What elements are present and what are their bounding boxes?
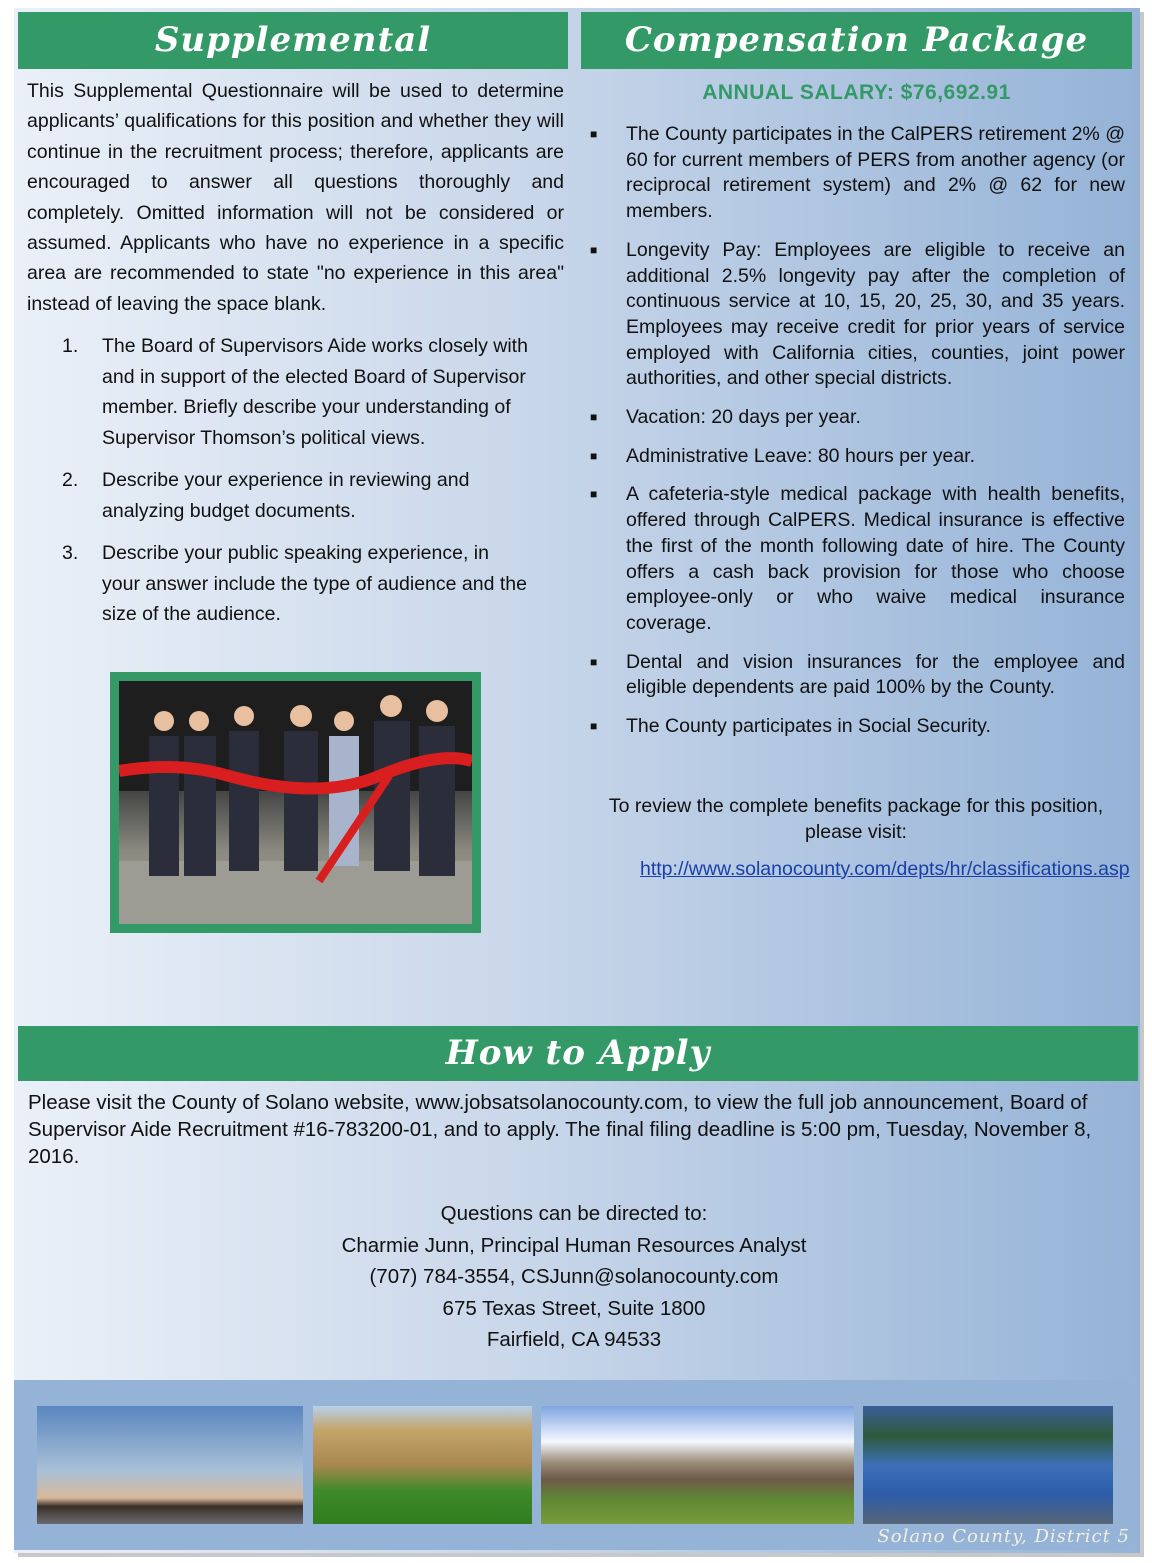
benefits-link[interactable]: http://www.solanocounty.com/depts/hr/classifications.asp (640, 857, 1130, 880)
benefit-item (590, 482, 1125, 636)
how-to-apply-header: How to Apply (18, 1026, 1138, 1081)
benefit-text: Administrative Leave: 80 hours per year. (626, 444, 976, 467)
valley-photo (541, 1406, 854, 1524)
benefit-text: Longevity Pay: Employees are eligible to receive an additional 2.5% longevity pay after the completion of continuous service at 10, 15, 20, 25, 30, and 35 years. Employees may receive credit for prior years of service employed with California cities, counties, joint power authorities, and other special districts. (626, 238, 1125, 390)
contact-city: Fairfield, CA 94533 (486, 1328, 662, 1351)
benefit-item (590, 238, 1125, 392)
question-list (62, 331, 532, 642)
bullet-icon: ■ (590, 719, 598, 734)
question-text: Describe your experience in reviewing and analyzing budget documents. (102, 469, 470, 522)
bullet-icon: ■ (590, 448, 598, 463)
benefits-list (590, 122, 1125, 753)
contact-name: Charmie Junn, Principal Human Resources Analyst (341, 1233, 807, 1257)
compensation-header: Compensation Package (581, 12, 1132, 69)
compensation-column (581, 80, 1132, 882)
benefit-text: The County participates in Social Security. (626, 715, 991, 738)
question-item (62, 538, 532, 630)
question-text: Describe your public speaking experience, in your answer include the type of audience and the size of the audience. (102, 542, 527, 626)
apply-section (18, 1089, 1138, 1356)
bridge-photo (37, 1406, 303, 1524)
question-number: 3. (62, 542, 79, 565)
question-number: 2. (62, 469, 79, 492)
benefit-item (590, 405, 1125, 431)
question-number: 1. (62, 335, 79, 358)
questionnaire-intro: This Supplemental Questionnaire will be used to determine applicants’ qualifications for this position and whether they will continue in the recruitment process; therefore, applicants are encouraged to answer all questions thoroughly and completely. Omitted information will not be considered or assumed. Applicants who have no experience in a specific area are recommended to state "no experience in this area" instead of leaving the space blank. (27, 80, 564, 315)
benefit-text: Dental and vision insurances for the employee and eligible dependents are paid 100% by the County. (626, 650, 1125, 699)
questionnaire-column (27, 76, 564, 933)
review-text: To review the complete benefits package for this position, please visit: (608, 794, 1104, 843)
benefits-review (590, 793, 1130, 882)
bullet-icon: ■ (590, 127, 598, 141)
bullet-icon: ■ (590, 487, 598, 502)
questionnaire-header: Supplemental (18, 12, 568, 69)
benefit-text: A cafeteria-style medical package with health benefits, offered through CalPERS. Medical insurance is effective the first of the month following date of hire. The County offers a cash back provision for those who choose employee-only or who waive medical insurance coverage. (626, 483, 1125, 634)
apply-instructions: Please visit the County of Solano website, www.jobsatsolanocounty.com, to view the full job announcement, Board of Supervisor Aide Recruitment #16-783200-01, and to apply. The final filing deadline is 5:00 pm, Tuesday, November 8, 2016. (28, 1091, 1092, 1168)
contact-street: 675 Texas Street, Suite 1800 (442, 1296, 706, 1320)
benefit-item (590, 444, 1125, 470)
annual-salary: ANNUAL SALARY: $76,692.91 (702, 81, 1011, 104)
contact-line: Questions can be directed to: (440, 1202, 708, 1225)
benefit-item (590, 122, 1125, 225)
question-item (62, 331, 532, 453)
benefit-text: Vacation: 20 days per year. (626, 406, 861, 429)
benefit-text: The County participates in the CalPERS retirement 2% @ 60 for current members of PERS from another agency (or reciprocal retirement system) and 2% @ 62 for new members. (626, 123, 1125, 223)
bullet-icon: ■ (590, 410, 598, 425)
contact-phone-email: (707) 784-3554, CSJunn@solanocounty.com (369, 1265, 779, 1288)
ribbon-cutting-photo (110, 672, 481, 933)
harbor-photo (863, 1406, 1113, 1524)
benefit-item (590, 714, 1125, 740)
benefit-item (590, 650, 1125, 701)
footer-caption: Solano County, District 5 (877, 1526, 1130, 1547)
contact-info (18, 1198, 1130, 1356)
hills-photo (313, 1406, 532, 1524)
question-text: The Board of Supervisors Aide works closely with and in support of the elected Board of Supervisor member. Briefly describe your understanding of Supervisor Thomson’s political views. (102, 335, 528, 449)
question-item (62, 465, 532, 526)
bullet-icon: ■ (590, 242, 598, 257)
bullet-icon: ■ (590, 654, 598, 669)
